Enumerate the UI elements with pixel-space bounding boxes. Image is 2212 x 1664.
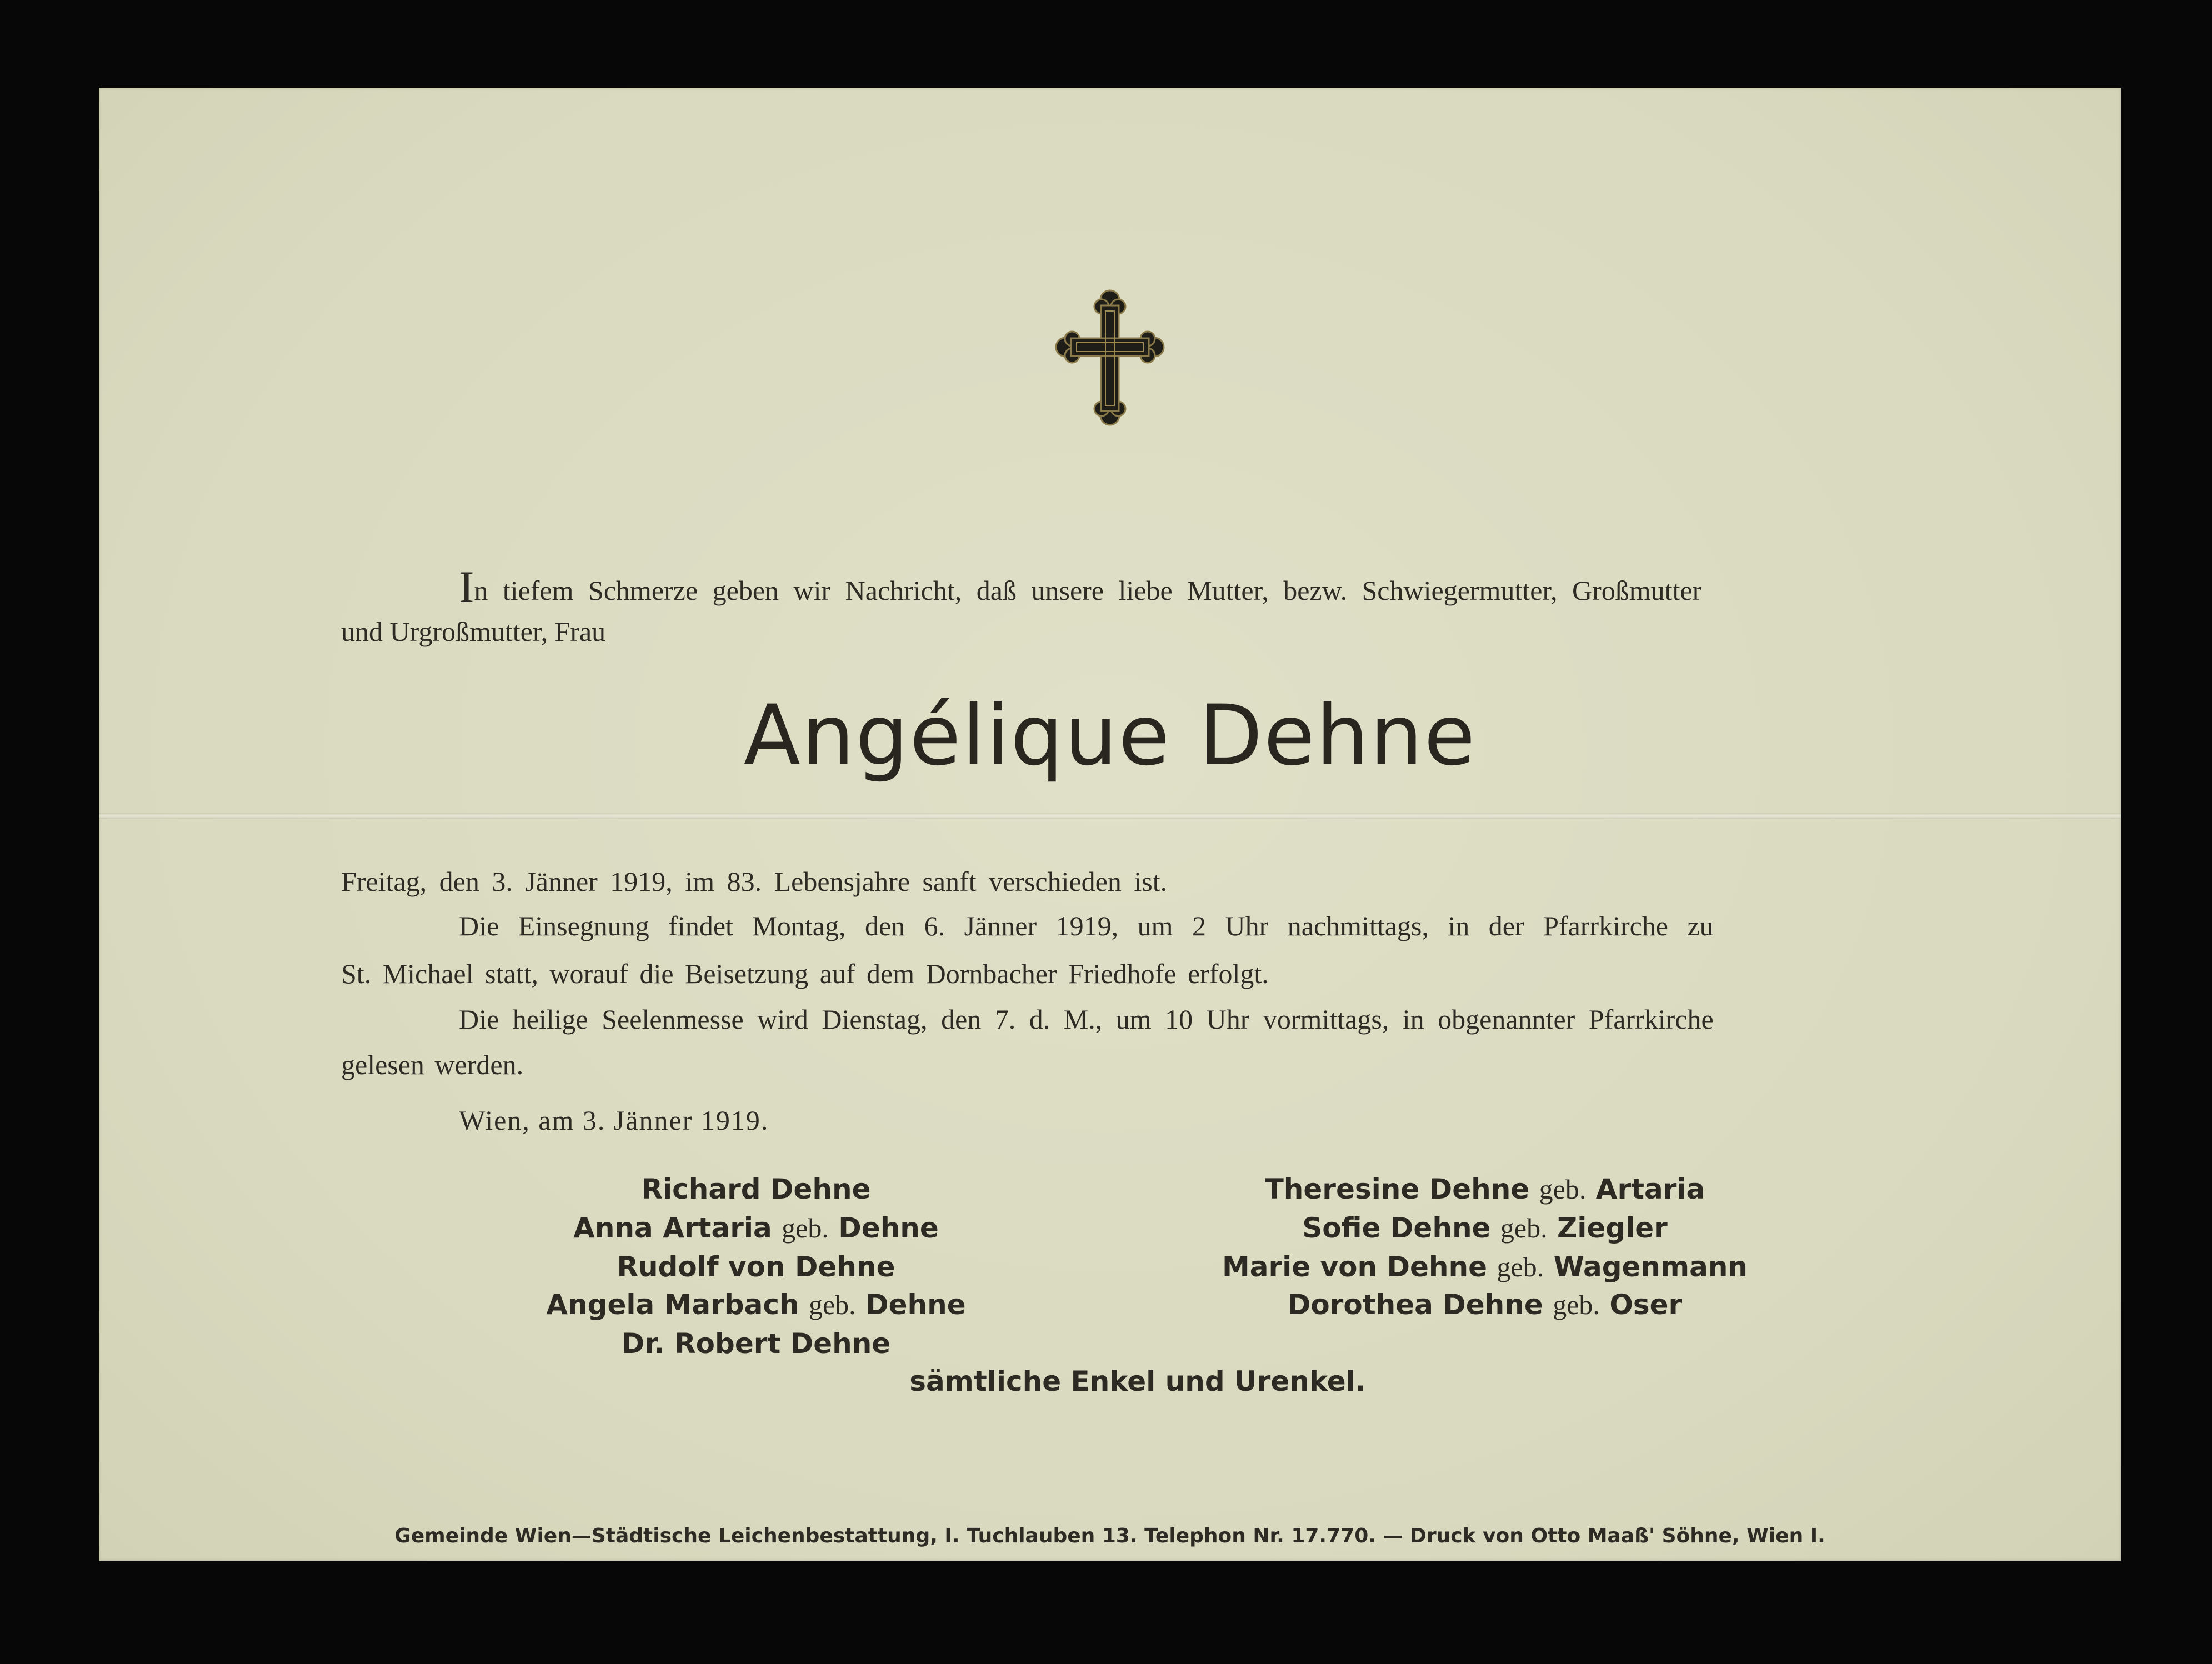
mourner-name: Rudolf von Dehne: [617, 1251, 895, 1283]
deceased-name: Angélique Dehne: [743, 688, 1477, 784]
mourner-maiden-name: Dehne: [865, 1289, 966, 1321]
mourner-left-3: [453, 1253, 1059, 1281]
geb-label: geb.: [808, 1289, 856, 1320]
mourner-maiden-name: Oser: [1609, 1289, 1683, 1321]
mourner-right-4: [1182, 1291, 1788, 1319]
mass-line-1: Die heilige Seelenmesse wird Dienstag, den 7. d. M., um 10 Uhr vormittags, in obgenannter Pfarrkirche: [459, 1004, 1714, 1035]
mass-line-2: gelesen werden.: [341, 1049, 524, 1080]
place-date: Wien, am 3. Jänner 1919.: [459, 1105, 769, 1136]
mourner-maiden-name: Dehne: [838, 1212, 939, 1244]
cross-icon: [1054, 289, 1165, 428]
mourner-maiden-name: Artaria: [1595, 1173, 1705, 1205]
mourner-name: Marie von Dehne: [1222, 1251, 1488, 1283]
mourners-closing: sämtliche Enkel und Urenkel.: [909, 1365, 1366, 1397]
printer-footer: Gemeinde Wien—Städtische Leichenbestattung, I. Tuchlauben 13. Telephon Nr. 17.770. — Druck von Otto Maaß' Söhne, Wien I.: [394, 1525, 1825, 1547]
geb-label: geb.: [1497, 1251, 1544, 1282]
mourner-left-1: [453, 1175, 1059, 1203]
mourner-maiden-name: Wagenmann: [1553, 1251, 1748, 1283]
opening-line-2: und Urgroßmutter, Frau: [341, 616, 606, 647]
mourner-right-3: [1182, 1253, 1788, 1281]
opening-initial: I: [459, 562, 474, 612]
mourner-name: Anna Artaria: [573, 1212, 772, 1244]
geb-label: geb.: [1539, 1174, 1587, 1205]
mourner-maiden-name: Ziegler: [1557, 1212, 1668, 1244]
mourner-right-1: [1182, 1175, 1788, 1203]
mourner-name: Richard Dehne: [641, 1173, 871, 1205]
mourner-right-2: [1182, 1214, 1788, 1242]
opening-line: [459, 564, 1975, 610]
mourner-name: Sofie Dehne: [1302, 1212, 1491, 1244]
geb-label: geb.: [782, 1212, 829, 1244]
consecration-line-1: Die Einsegnung findet Montag, den 6. Jänner 1919, um 2 Uhr nachmittags, in der Pfarrkirche zu: [459, 910, 1714, 941]
obituary-card: [99, 88, 2121, 1561]
mourner-left-2: [453, 1214, 1059, 1242]
death-line: Freitag, den 3. Jänner 1919, im 83. Lebensjahre sanft verschieden ist.: [341, 866, 1168, 897]
opening-line-text: n tiefem Schmerze geben wir Nachricht, daß unsere liebe Mutter, bezw. Schwiegermutter, Großmutter: [474, 575, 1702, 606]
mourner-name: Dorothea Dehne: [1287, 1289, 1543, 1321]
mourner-left-5: [453, 1327, 1059, 1360]
consecration-line-2: St. Michael statt, worauf die Beisetzung auf dem Dornbacher Friedhofe erfolgt.: [341, 958, 1269, 989]
mourner-name: Theresine Dehne: [1264, 1173, 1530, 1205]
mourner-left-4: [453, 1291, 1059, 1319]
mourner-name: Angela Marbach: [546, 1289, 799, 1321]
geb-label: geb.: [1553, 1289, 1600, 1320]
paper-fold-line: [99, 813, 2121, 819]
geb-label: geb.: [1500, 1212, 1548, 1244]
mourner-name: Dr. Robert Dehne: [621, 1327, 891, 1360]
